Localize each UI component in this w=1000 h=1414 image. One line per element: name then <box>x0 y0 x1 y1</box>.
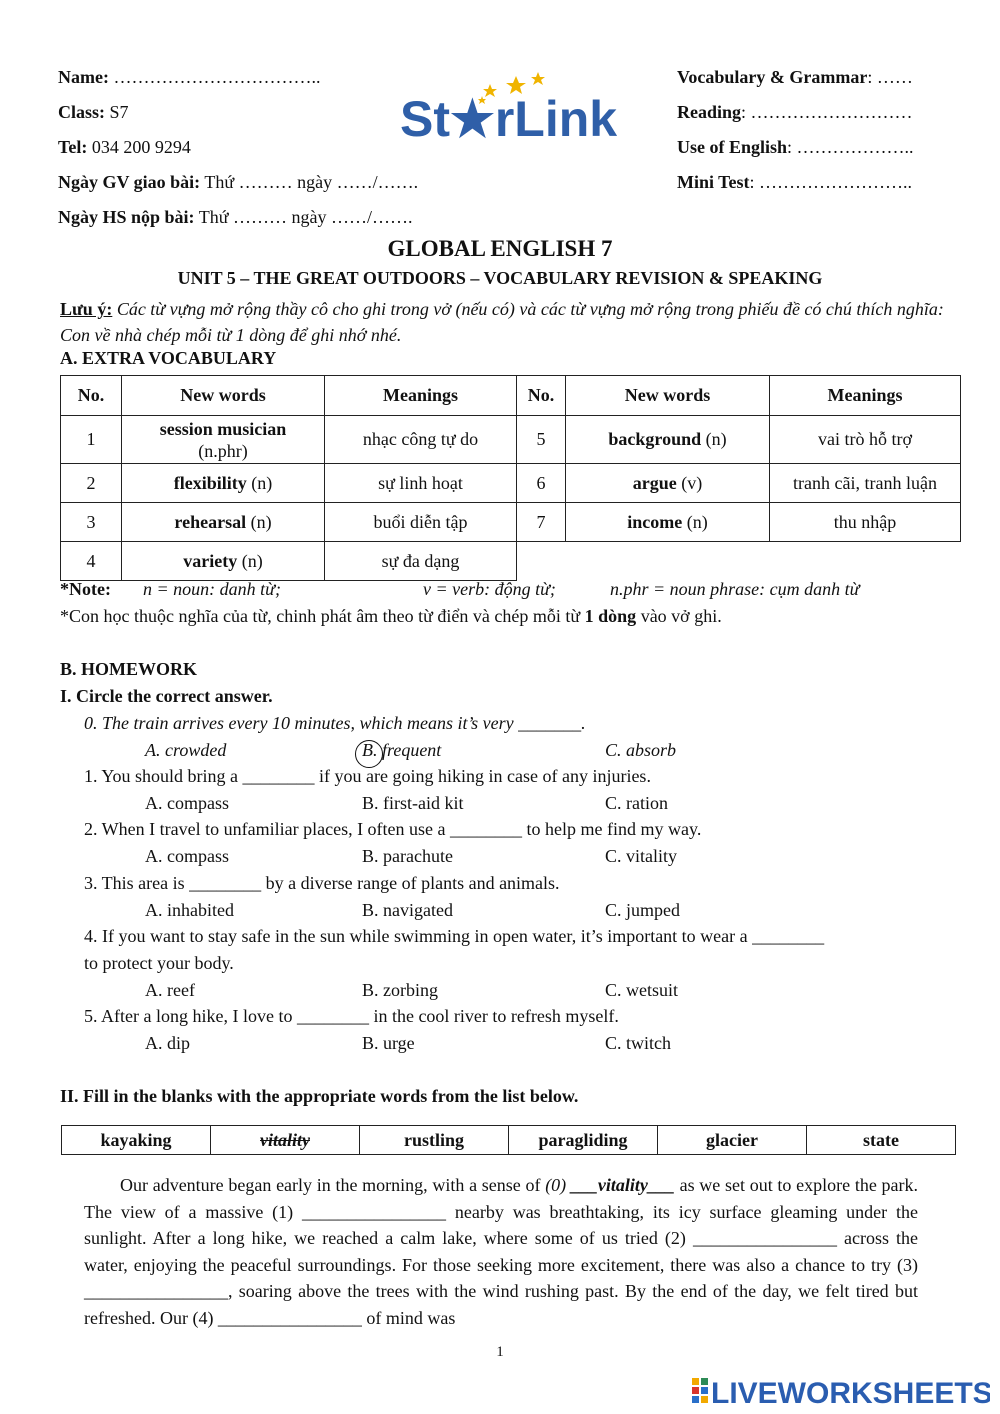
logo-star-icon <box>531 72 545 85</box>
word-list-table <box>61 1125 956 1155</box>
question-5: 5. After a long hike, I love to ________ in the cool river to refresh myself. <box>84 1006 619 1026</box>
table-row: 1 session musician (n.phr) nhạc công tự do 5 background (n) vai trò hỗ trợ <box>61 416 961 464</box>
tel-line: Tel: 034 200 9294 <box>58 137 191 157</box>
lw-block-icon <box>701 1387 708 1394</box>
score-reading: Reading: ……………………… <box>677 102 913 122</box>
name-line: Name: …………………………….. <box>58 67 321 87</box>
page-number: 1 <box>496 1344 504 1360</box>
word-item: glacier <box>658 1126 807 1155</box>
liveworksheets-logo <box>690 1372 990 1408</box>
option-a[interactable]: A. crowded <box>145 740 227 760</box>
answer-circle <box>355 740 383 768</box>
word-item: state <box>807 1126 956 1155</box>
lw-block-icon <box>692 1396 699 1403</box>
score-mini-test: Mini Test: …………………….. <box>677 172 913 192</box>
option-c[interactable]: C. twitch <box>605 1033 671 1053</box>
assign-date-line: Ngày GV giao bài: Thứ ……… ngày ……/……. <box>58 172 419 192</box>
option-b[interactable]: B. zorbing <box>362 980 438 1000</box>
option-a[interactable]: A. inhabited <box>145 900 234 920</box>
page-title: GLOBAL ENGLISH 7 <box>387 236 613 261</box>
question-0: 0. The train arrives every 10 minutes, which means it’s very _______. <box>84 713 586 733</box>
option-c[interactable]: C. vitality <box>605 846 677 866</box>
word-item: rustling <box>360 1126 509 1155</box>
option-b[interactable]: B. navigated <box>362 900 453 920</box>
vocab-header-row: No. New words Meanings No. New words Meanings <box>61 376 961 416</box>
option-a[interactable]: A. compass <box>145 793 229 813</box>
score-use-of-english: Use of English: ……………….. <box>677 137 914 157</box>
student-info <box>58 60 418 235</box>
option-b[interactable]: B. parachute <box>362 846 453 866</box>
part1-title: I. Circle the correct answer. <box>60 686 273 706</box>
question-1: 1. You should bring a ________ if you are going hiking in case of any injuries. <box>84 766 651 786</box>
question-4: 4. If you want to stay safe in the sun while swimming in open water, it’s important to wear a ________ <box>84 926 825 946</box>
word-item: kayaking <box>62 1126 211 1155</box>
unit-subtitle: UNIT 5 – THE GREAT OUTDOORS – VOCABULARY REVISION & SPEAKING <box>177 268 823 288</box>
word-item: vitality <box>211 1126 360 1155</box>
option-a[interactable]: A. dip <box>145 1033 190 1053</box>
copy-note: *Con học thuộc nghĩa của từ, chinh phát âm theo từ điển và chép mỗi từ 1 dòng vào vở ghi. <box>60 606 722 626</box>
submit-date-line: Ngày HS nộp bài: Thứ ……… ngày ……/……. <box>58 207 413 227</box>
part2-title: II. Fill in the blanks with the appropriate words from the list below. <box>60 1086 579 1106</box>
option-c[interactable]: C. jumped <box>605 900 680 920</box>
table-row: 3 rehearsal (n) buổi diễn tập 7 income (n) thu nhập <box>61 503 961 542</box>
question-3: 3. This area is ________ by a diverse range of plants and animals. <box>84 873 560 893</box>
option-a[interactable]: A. reef <box>145 980 195 1000</box>
lw-block-icon <box>692 1378 699 1385</box>
class-line: Class: S7 <box>58 102 129 122</box>
score-box <box>677 60 914 200</box>
study-note: Lưu ý: Các từ vựng mở rộng thầy cô cho ghi trong vở (nếu có) và các từ vựng mở rộng trong phiếu đề có chú thích nghĩa: Con về nhà chép mỗi từ 1 dòng để ghi nhớ nhé. <box>60 299 944 345</box>
logo-text: St★rLink <box>400 91 618 145</box>
question-2: 2. When I travel to unfamiliar places, I often use a ________ to help me find my way. <box>84 819 702 839</box>
option-b[interactable]: B. frequent <box>362 740 442 760</box>
lw-block-icon <box>692 1387 699 1394</box>
cloze-paragraph: Our adventure began early in the morning, with a sense of (0) ___vitality___ as we set out to explore the park. The view of a massive (1) ________________ nearby was breathtaking, its icy surface gleaming under the sunlight. After a long hike, we reached a calm lake, where some of us tried (2) ________________ across the water, enjoying the peaceful surroundings. For those seeking more excitement, there was also a chance to try (3) ________________, soaring above the trees with the wind rushing past. By the end of the day, we felt tired but refreshed. Our (4) ________________ of mind was <box>84 1175 918 1328</box>
score-vocab: Vocabulary & Grammar: …… <box>677 67 913 87</box>
lw-block-icon <box>701 1378 708 1385</box>
starlink-logo <box>398 70 628 145</box>
option-c[interactable]: C. ration <box>605 793 668 813</box>
table-row: 4 variety (n) sự đa dạng <box>61 542 961 581</box>
word-list-row <box>62 1126 956 1155</box>
option-c[interactable]: C. absorb <box>605 740 677 760</box>
option-b[interactable]: B. first-aid kit <box>362 793 464 813</box>
option-a[interactable]: A. compass <box>145 846 229 866</box>
lw-block-icon <box>701 1396 708 1403</box>
vocab-table <box>60 375 961 581</box>
pos-note: *Note: n = noun: danh từ; v = verb: động từ; n.phr = noun phrase: cụm danh từ <box>60 579 860 599</box>
section-a-heading: A. EXTRA VOCABULARY <box>60 348 277 368</box>
option-c[interactable]: C. wetsuit <box>605 980 679 1000</box>
word-item: paragliding <box>509 1126 658 1155</box>
lw-brand-text: LIVEWORKSHEETS <box>711 1377 990 1408</box>
section-b-heading: B. HOMEWORK <box>60 659 198 679</box>
table-row: 2 flexibility (n) sự linh hoạt 6 argue (v) tranh cãi, tranh luận <box>61 464 961 503</box>
option-b[interactable]: B. urge <box>362 1033 415 1053</box>
question-4-cont: to protect your body. <box>84 953 234 973</box>
